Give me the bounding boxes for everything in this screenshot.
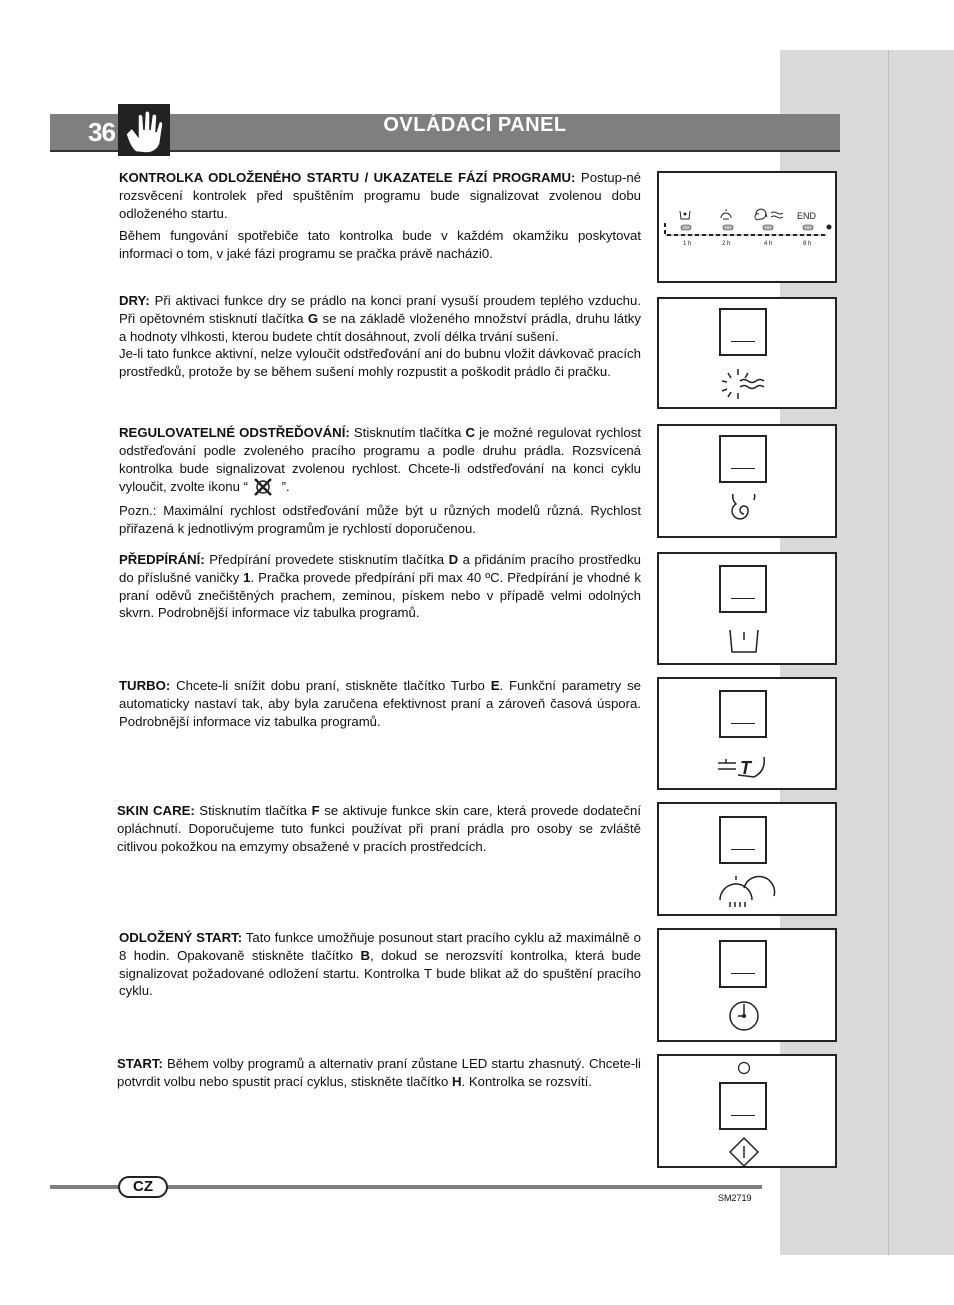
section-text: . Pračka provede předpírání při max 40 ºC. Předpírání je vhodné k praní oděvů znečištěných prachem, zeminou, pískem nebo v případě velmi odolných skvrn. Podrobnější informace viz tabulka programů. — [119, 569, 641, 621]
section-text: Během volby programů a alternativ praní zůstane LED startu zhasnutý. Chcete-li potvrdit volbu nebo spustit prací cyklus, stiskněte tlačítko — [117, 1056, 641, 1089]
section-text: . Funkční parametry se automaticky nastaví tak, aby byla zaručena efektivnost praní a zároveň časová úspora. Podrobnější informace viz tabulka programů. — [119, 678, 641, 729]
page-number: 36 — [88, 117, 115, 147]
page-title: OVLÁDACÍ PANEL — [383, 114, 567, 136]
spin-button[interactable] — [719, 435, 767, 483]
delay-start-button[interactable] — [719, 940, 767, 988]
turbo-icon — [714, 749, 774, 785]
prewash-icon — [714, 624, 774, 660]
hand-icon — [118, 104, 170, 156]
hour-label: 1 h — [683, 241, 692, 247]
section-note: Pozn.: Maximální rychlost odstřeďování může být u různých modelů různá. Rychlost přiřazená k jednotlivým programům je rychlostí doporučenou. — [119, 503, 641, 537]
section-heading: PŘEDPÍRÁNÍ: — [119, 552, 205, 567]
delay-start-icon — [714, 998, 774, 1034]
phase-indicator-diagram — [659, 173, 835, 281]
start-led-icon — [736, 1060, 752, 1076]
section-spin — [119, 424, 641, 543]
section-heading: SKIN CARE: — [117, 803, 195, 818]
section-text: . Kontrolka se rozsvítí. — [461, 1073, 592, 1089]
section-text: Chcete-li snížit dobu praní, stiskněte tlačítko Turbo — [170, 678, 491, 693]
skin-care-panel — [657, 802, 837, 916]
section-text: Stisknutím tlačítka — [194, 803, 312, 818]
section-heading: KONTROLKA ODLOŽENÉHO STARTU / UKAZATELE FÁZÍ PROGRAMU: — [119, 170, 576, 185]
section-text: ”. — [278, 479, 290, 495]
end-label: END — [797, 211, 817, 221]
side-divider — [888, 50, 889, 1255]
indicator-panel — [657, 171, 837, 283]
section-heading: ODLOŽENÝ START: — [119, 930, 243, 945]
button-key: D — [448, 552, 459, 567]
section-text: je možné regulovat rychlost odstřeďování podle zvoleného pracího programu a podle druhu prádla. Rozsvícená kontrolka bude signalizovat zvolenou rychlost. Chcete-li odstřeďování na konci cyklu vyloučit, zvolte ikonu “ — [119, 425, 642, 495]
compartment-key: 1 — [243, 569, 251, 585]
section-text: Je-li tato funkce aktivní, nelze vyloučit odstřeďování ani do bubnu vložit dávkovač pracích prostředků, protože by se během sušení mohly rozpustit a poškodit prádlo či pračku. — [119, 346, 641, 380]
section-text: se na základě vloženého množství prádla, druhu látky a hodnoty vlhkosti, kterou budete chtít dosáhnout, zvolí délka trvání sušení. — [119, 310, 641, 344]
skin-care-icon — [714, 874, 780, 910]
skin-care-button[interactable] — [719, 816, 767, 864]
document-code: SM2719 — [718, 1193, 752, 1203]
section-prewash — [119, 551, 641, 627]
turbo-button[interactable] — [719, 690, 767, 738]
button-key: C — [465, 425, 475, 440]
dry-panel — [657, 297, 837, 409]
section-turbo — [119, 677, 641, 735]
prewash-button[interactable] — [719, 565, 767, 613]
section-text: se aktivuje funkce skin care, která provede dodateční opláchnutí. Doporučujeme tuto funkci používat při praní prádla pro osoby se zvláště citlivou pokožkou na emzymy obsažené v pracích prostředcích. — [117, 803, 641, 854]
section-text: a přidáním pracího prostředku do příslušné vaničky — [119, 552, 641, 585]
section-text: Postup-né rozsvěcení kontrolek před spuštěním programu bude signalizovat zvolenou dobu odloženého startu. — [119, 170, 642, 221]
button-key: H — [451, 1073, 462, 1089]
section-heading: REGULOVATELNÉ ODSTŘEĎOVÁNÍ: — [119, 425, 350, 440]
start-button[interactable] — [719, 1082, 767, 1130]
section-delay-start — [119, 929, 641, 1005]
section-kontrolka — [119, 169, 641, 268]
button-key: F — [311, 803, 320, 818]
spin-panel — [657, 424, 837, 538]
section-heading: DRY: — [119, 293, 150, 308]
button-key: B — [360, 947, 371, 963]
prewash-panel — [657, 552, 837, 665]
button-key: G — [307, 310, 319, 326]
hour-label: 2 h — [722, 241, 731, 247]
start-panel — [657, 1054, 837, 1168]
turbo-panel — [657, 677, 837, 790]
section-heading: START: — [117, 1056, 163, 1071]
delay-start-panel — [657, 928, 837, 1042]
hour-label: 4 h — [764, 241, 773, 247]
section-text: Předpírání provedete stisknutím tlačítka — [204, 552, 449, 567]
language-badge: CZ — [118, 1176, 168, 1198]
svg-text:T: T — [740, 758, 751, 778]
section-start — [117, 1055, 641, 1096]
section-skin-care — [117, 802, 641, 860]
start-icon — [714, 1134, 774, 1170]
section-dry — [119, 292, 641, 386]
section-text: Během fungování spotřebiče tato kontrolka bude v každém okamžiku poskytovat informaci o tom, v jaké fázi programu se pračka právě nacházi0. — [119, 228, 641, 262]
section-heading: TURBO: — [119, 678, 171, 693]
section-text: Při aktivaci funkce dry se prádlo na konci praní vysuší proudem teplého vzduchu. Při opětovném stisknutí tlačítka — [119, 293, 641, 326]
dry-button[interactable] — [719, 308, 767, 356]
spin-icon — [714, 494, 774, 530]
hour-label: 8 h — [803, 241, 812, 247]
no-spin-icon — [250, 477, 276, 497]
dry-icon — [714, 365, 774, 401]
section-text: Stisknutím tlačítka — [349, 425, 466, 440]
section-text: Tato funkce umožňuje posunout start pracího cyklu až maximálně o 8 hodin. Opakovaně stiskněte tlačítko — [119, 930, 641, 963]
button-key: E — [490, 678, 500, 693]
section-text: , dokud se nerozsvítí kontrolka, která bude signalizovat požadované odložení startu. Kontrolka T bude blikat až do spuštění pracího cyklu. — [119, 947, 641, 999]
